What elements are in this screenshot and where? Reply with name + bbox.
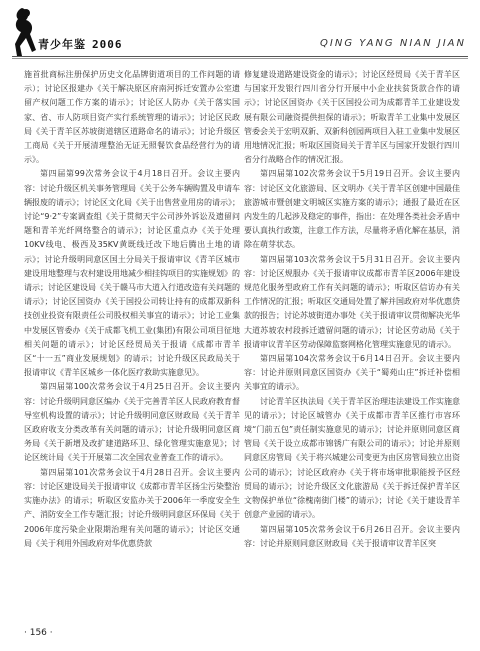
yearbook-year: 2006: [92, 38, 123, 51]
paragraph: 第四届第104次常务会议于6月14日召开。会议主要内容：讨论并原则同意区国资办《关于“蜀苑山庄”拆迁补偿相关事宜的请示》。: [244, 354, 460, 392]
yearbook-title: [38, 36, 123, 52]
page-number: · 156 ·: [24, 628, 53, 638]
running-figure-logo-icon: [6, 6, 40, 58]
page-header: [0, 0, 480, 64]
paragraph: 第四届第100次常务会议于4月25日召开。会议主要内容：讨论升级明同意区编办《关于完善青羊区人民政府教育督导室机构设置的请示》；讨论升级明同意区财政局《关于青羊区政府收支分类改革有关问题的请示》；讨论升级明同意区商务局《关于新增及改扩建道路环卫、绿化管理实施意见》；讨论区统计局《关于开展第二次全国农业普查工作的请示》。: [24, 382, 240, 463]
left-text-column: [24, 68, 240, 624]
right-text-column: [244, 68, 460, 624]
paragraph: 修复建设道路建设资金的请示》；讨论区经贸局《关于青羊区与国家开发银行四川省分行开展中小企业扶贫货款合作的请示》；讨论区国资办《关于区国投公司为成都青羊工业建设发展有限公司融资提供担保的请示》；听取青羊工业集中发展区管委会关于宏明双新、双新科创园两项目入驻工业集中发展区用地情况汇报；听取区国资局关于青羊区与国家开发银行四川省分行战略合作的情况汇报。: [244, 70, 460, 165]
paragraph: 第四届第102次常务会议于5月19日召开。会议主要内容：讨论区文化旅游局、区文明办《关于青羊区创建中国最佳旅游城市暨创建文明城区实施方案的请示》；通报了最近在区内发生的几起涉及稳定的事件，指出：在处理各类社会矛盾中要认真执行政策，注意工作方法，尽量将矛盾化解在基层，消除在萌芽状态。: [244, 169, 460, 250]
paragraph: 第四届第103次常务会议于5月31日召开。会议主要内容：讨论区规服办《关于报请审议成都市青羊区2006年建设规范化服务型政府工作有关问题的请示》；听取区信访办有关工作情况的汇报；听取区交通局处置了解并国政府对华优惠贷款的报告；讨论苏坡街道办事处《关于报请审议贯彻解决光华大道苏坡农村段拆迁遗留问题的请示》；讨论区劳动局《关于报请审议青羊区劳动保障监察网格化管理实施意见的请示》。: [244, 254, 460, 349]
yearbook-name: 青少年鉴: [38, 38, 86, 51]
paragraph: 第四届第105次常务会议于6月26日召开。会议主要内容：讨论并原则同意区财政局《关于报请审议青羊区突: [244, 524, 460, 548]
header-pinyin-title: QING YANG NIAN JIAN: [320, 38, 466, 49]
paragraph: 第四届第99次常务会议于4月18日召开。会议主要内容：讨论升级区机关事务管理局《关于公务车辆购置及申请车辆报废的请示》；讨论区文化局《关于出售营业用房的请示》；讨论“9·2”专案调查组《关于贯彻天宇公司涉外诉讼及遗留问题和青羊光纤网络整合的请示》；讨论区重点办《关于处理10KV线电、极西及35KV黄既线迁改下地后腾出土地的请示》；讨论升级明同意区国土分局关于报请审议《青羊区城市建设用地整理与农村建设用地减少相挂钩项目的实施规划》的请示；讨论区建设局《关于赣马市大道入行道改造有关问题的请示》；讨论区国资办《关于国投公司转让持有的成都双新科技创业投资有限责任公司股权相关事宜的请示》；讨论工业集中发展区管委办《关于成都飞机工业(集团)有限公司项目征地相关问题的请示》；讨论区经贸局关于报请《成都市青羊区“十一五”商业发展规划》的请示；讨论升级区民政局关于报请审议《青羊区城乡一体化医疗救助实施意见》。: [24, 169, 240, 378]
paragraph: 讨论青羊区执法局《关于青羊区治理违法建设工作实施意见的请示》；讨论区城管办《关于成都市青羊区推行市容环境“门前五包”责任制实施意见的请示》；讨论并原则同意区商管局《关于设立成都市锦锈广有限公司的请示》；讨论并原则同意区房管局《关于将兴城建公司变更为由区房管局独立出资公司的请示》；讨论区政府办《关于将市场审批职能授予区经贸局的请示》；讨论升级区文化旅游局《关于拆迁保护青羊区文物保护单位“徐槐南街门楼”的请示》；讨论《关于建设青羊创意产业园的请示》。: [244, 396, 460, 520]
paragraph: 施首批商标注册保护历史文化品牌街道项目的工作问题的请示）；讨论区报建办《关于解决原区府南河拆迁安置办公室遗留产权问题工作方案的请示》；讨论区人防办《关于落实国家、省、市人防项目资产实行系统管理的请示》；讨论区民政局《关于青羊区苏坡街道辖区道路命名的请示》；讨论升级区工商局《关于开展清理整治无证无照餐饮食品经营行为的请示》。: [24, 70, 240, 165]
header-divider: [12, 56, 468, 59]
paragraph: 第四届第101次常务会议于4月28日召开。会议主要内容：讨论区建设局关于报请审议《成都市青羊区扬尘污染整治实施办法》的请示；听取区安监办关于2006年一季度安全生产、消防安全工作专题汇报；讨论升级明同意区环保局《关于2006年度污染企业限期治理有关问题的请示》；讨论区交通局《关于利用外国政府对华优惠贷款: [24, 467, 240, 548]
